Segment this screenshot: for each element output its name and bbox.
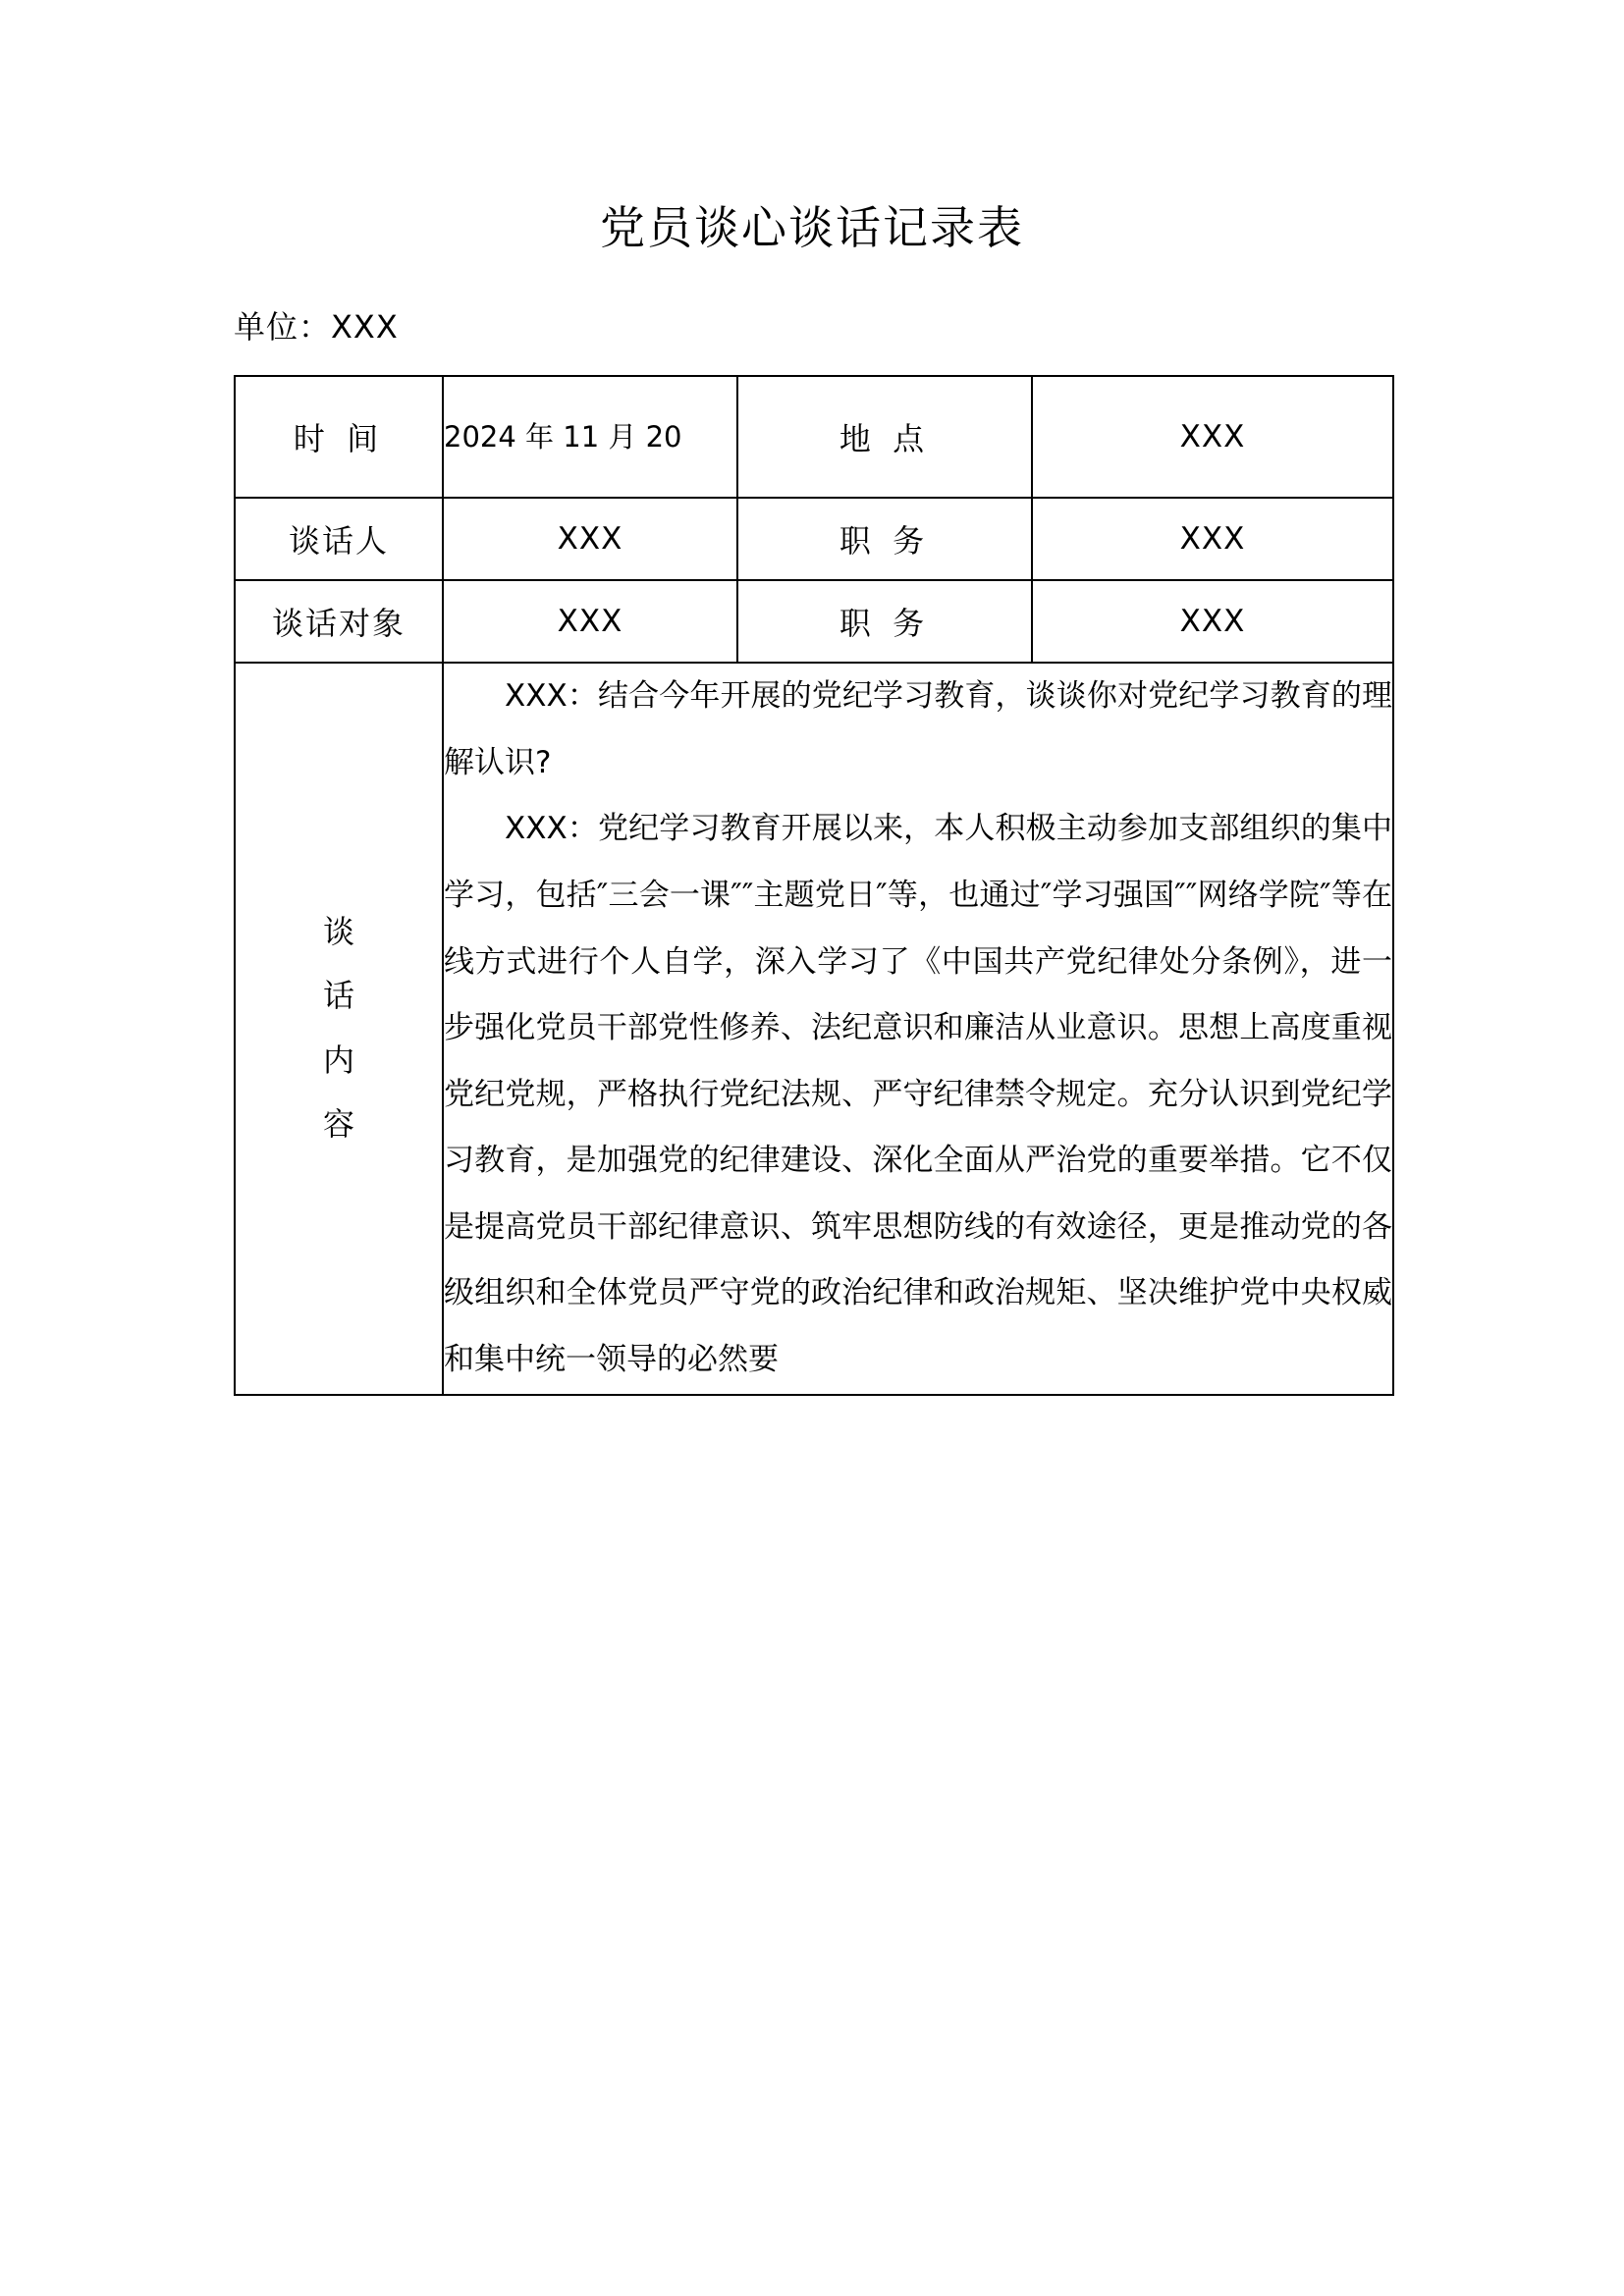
time-value: 2024 年 11 月 20 — [443, 376, 737, 498]
table-row — [235, 498, 1393, 580]
record-table — [234, 375, 1394, 1395]
content-paragraph-1: XXX：结合今年开展的党纪学习教育，谈谈你对党纪学习教育的理解认识? — [444, 678, 1392, 780]
interviewer-position-value: XXX — [1032, 498, 1393, 580]
time-label: 时 间 — [235, 376, 443, 498]
location-label: 地 点 — [737, 376, 1032, 498]
content-label-char-3: 内 — [322, 1041, 354, 1079]
table-row — [235, 376, 1393, 498]
interviewer-value: XXX — [443, 498, 737, 580]
content-label-char-2: 话 — [322, 977, 354, 1015]
interviewee-position-label: 职 务 — [737, 580, 1032, 663]
content-paragraph-2: XXX：党纪学习教育开展以来，本人积极主动参加支部组织的集中学习，包括″三会一课″″主题党日″等，也通过″学习强国″″网络学院″等在线方式进行个人自学，深入学习了《中国共产党纪律处分条例》，进一步强化党员干部党性修养、法纪意识和廉洁从业意识。思想上高度重视党纪党规，严格执行党纪法规、严守纪律禁令规定。充分认识到党纪学习教育，是加强党的纪律建设、深化全面从严治党的重要举措。它不仅是提高党员干部纪律意识、筑牢思想防线的有效途径，更是推动党的各级组织和全体党员严守党的政治纪律和政治规矩、坚决维护党中央权威和集中统一领导的必然要 — [444, 811, 1392, 1377]
interviewer-label: 谈话人 — [235, 498, 443, 580]
table-row-content — [235, 663, 1393, 1394]
location-value: XXX — [1032, 376, 1393, 498]
unit-line: 单位：XXX — [234, 308, 399, 347]
table-row — [235, 580, 1393, 663]
page-title: 党员谈心谈话记录表 — [600, 201, 1024, 254]
content-body — [443, 663, 1393, 1394]
interviewee-value: XXX — [443, 580, 737, 663]
interviewer-position-label: 职 务 — [737, 498, 1032, 580]
interviewee-label: 谈话对象 — [235, 580, 443, 663]
content-label-char-4: 容 — [322, 1105, 354, 1144]
content-label-char-1: 谈 — [322, 912, 354, 950]
content-label — [235, 663, 443, 1394]
interviewee-position-value: XXX — [1032, 580, 1393, 663]
